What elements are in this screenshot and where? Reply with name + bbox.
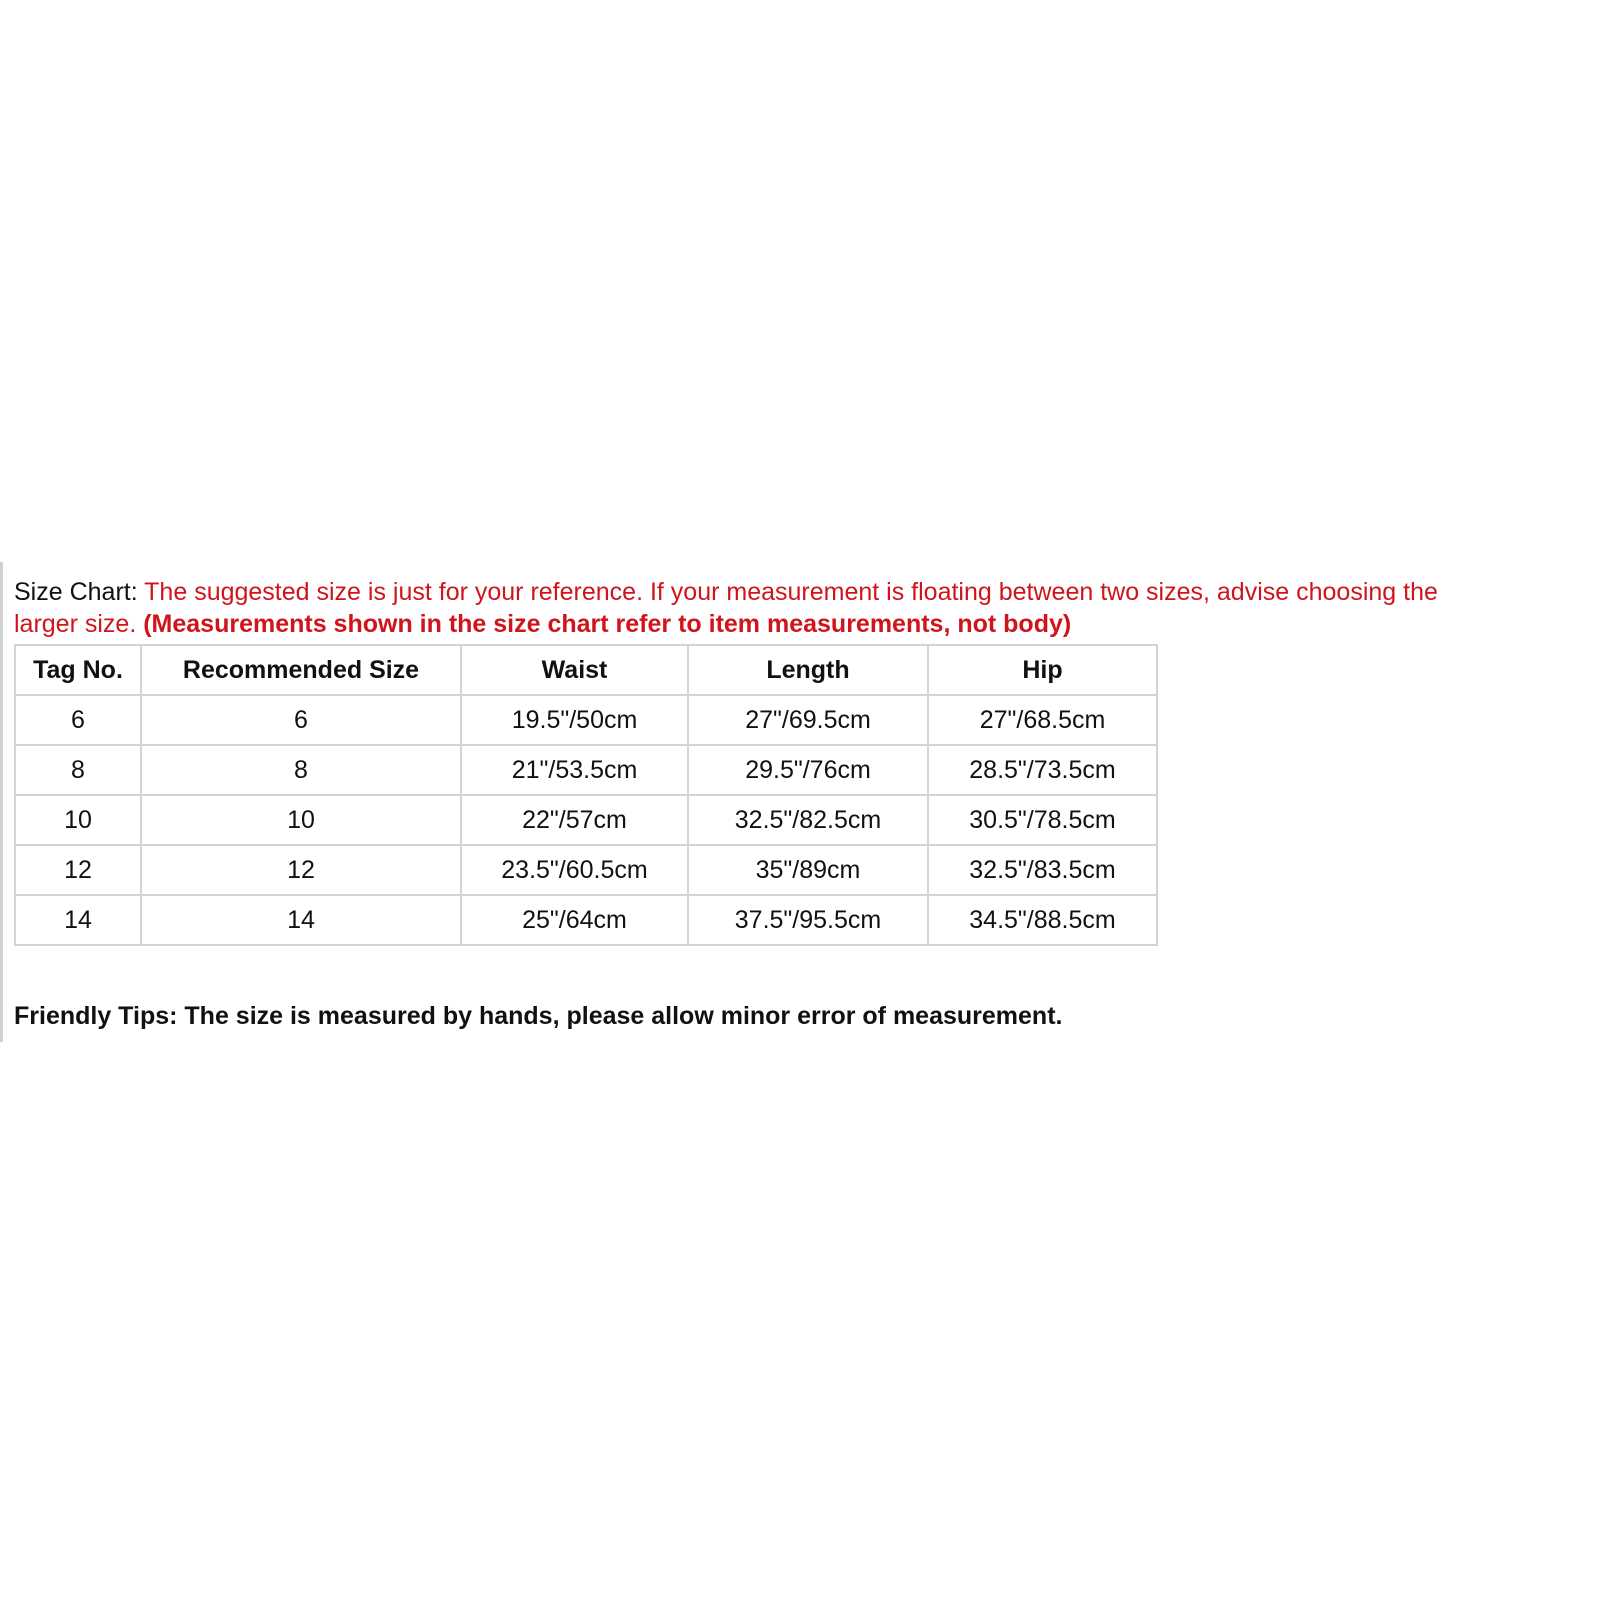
cell-hip: 34.5"/88.5cm: [928, 895, 1157, 945]
friendly-tips: Friendly Tips: The size is measured by hands, please allow minor error of measurement.: [14, 1002, 1063, 1030]
header-recommended-size: Recommended Size: [141, 645, 461, 695]
table-row: [15, 745, 1157, 795]
intro-line-2: [14, 608, 1584, 640]
cell-recommended-size: 10: [141, 795, 461, 845]
size-table: [14, 644, 1158, 946]
cell-waist: 21"/53.5cm: [461, 745, 688, 795]
cell-tag-no: 8: [15, 745, 141, 795]
table-header-row: [15, 645, 1157, 695]
table-row: [15, 895, 1157, 945]
cell-hip: 30.5"/78.5cm: [928, 795, 1157, 845]
cell-recommended-size: 6: [141, 695, 461, 745]
cell-hip: 28.5"/73.5cm: [928, 745, 1157, 795]
table-row: [15, 795, 1157, 845]
cell-recommended-size: 14: [141, 895, 461, 945]
cell-hip: 27"/68.5cm: [928, 695, 1157, 745]
cell-recommended-size: 8: [141, 745, 461, 795]
cell-waist: 23.5"/60.5cm: [461, 845, 688, 895]
cell-tag-no: 14: [15, 895, 141, 945]
cell-hip: 32.5"/83.5cm: [928, 845, 1157, 895]
table-row: [15, 695, 1157, 745]
cell-tag-no: 6: [15, 695, 141, 745]
size-chart-label: Size Chart: [14, 578, 131, 606]
header-waist: Waist: [461, 645, 688, 695]
size-chart-colon: :: [130, 578, 138, 606]
cell-length: 32.5"/82.5cm: [688, 795, 928, 845]
cell-length: 35"/89cm: [688, 845, 928, 895]
cell-length: 37.5"/95.5cm: [688, 895, 928, 945]
cell-length: 27"/69.5cm: [688, 695, 928, 745]
cell-waist: 22"/57cm: [461, 795, 688, 845]
cell-waist: 19.5"/50cm: [461, 695, 688, 745]
cell-tag-no: 12: [15, 845, 141, 895]
table-row: [15, 845, 1157, 895]
reference-note: The suggested size is just for your reference. If your measurement is floating between two sizes, advise choosing the: [137, 578, 1438, 606]
header-hip: Hip: [928, 645, 1157, 695]
left-border-rule: [0, 562, 3, 1042]
cell-recommended-size: 12: [141, 845, 461, 895]
cell-length: 29.5"/76cm: [688, 745, 928, 795]
intro-line-1: [14, 576, 1584, 608]
cell-waist: 25"/64cm: [461, 895, 688, 945]
measurement-note: (Measurements shown in the size chart refer to item measurements, not body): [136, 610, 1072, 638]
cell-tag-no: 10: [15, 795, 141, 845]
reference-note-continued: larger size.: [14, 610, 137, 638]
header-tag-no: Tag No.: [15, 645, 141, 695]
size-chart-intro: [14, 576, 1584, 640]
header-length: Length: [688, 645, 928, 695]
